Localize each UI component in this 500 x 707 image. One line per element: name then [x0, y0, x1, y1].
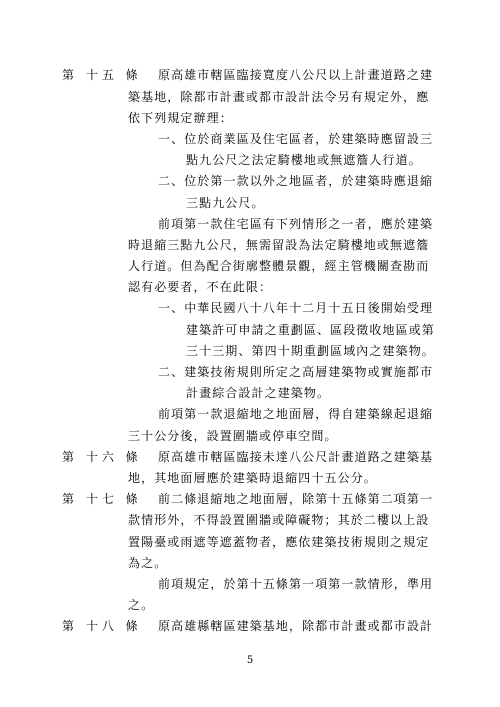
page-number: 5 — [246, 655, 254, 666]
text-line: 時退縮三點九公尺，無需留設為法定騎樓地或無遮簷 — [128, 238, 430, 252]
article-number: 第 十八 條 — [62, 619, 142, 633]
text-line: 原高雄市轄區臨接寬度八公尺以上計畫道路之建 — [158, 68, 434, 82]
text-line: 原高雄縣轄區建築基地，除都市計畫或都市設計 — [158, 619, 434, 633]
text-line: 築基地，除都市計畫或都市設計法令另有規定外，應 — [128, 90, 430, 104]
list-item: 二、位於第一款以外之地區者，於建築時應退縮 — [158, 174, 434, 188]
text-line: 建築許可申請之重劃區、區段徵收地區或第 — [186, 323, 435, 337]
list-item: 二、建築技術規則所定之高層建築物或實施都市 — [158, 365, 434, 379]
text-line: 前項規定，於第十五條第一項第一款情形，準用 — [158, 577, 434, 591]
list-item: 一、位於商業區及住宅區者，於建築時應留設三 — [158, 132, 434, 146]
article-number: 第 十六 條 — [62, 450, 142, 464]
article-number: 第 十五 條 — [62, 68, 142, 82]
text-line: 原高雄市轄區臨接未達八公尺計畫道路之建築基 — [158, 450, 434, 464]
text-line: 三點九公尺。 — [186, 196, 265, 210]
list-item: 一、中華民國八十八年十二月十五日後開始受理 — [158, 301, 434, 315]
text-line: 款情形外，不得設置圍牆或障礙物；其於二樓以上設 — [128, 513, 430, 527]
text-line: 三十三期、第四十期重劃區域內之建築物。 — [186, 344, 435, 358]
text-line: 點九公尺之法定騎樓地或無遮簷人行道。 — [186, 153, 422, 167]
text-line: 之。 — [128, 598, 155, 612]
text-line: 認有必要者，不在此限： — [128, 280, 273, 294]
text-line: 為之。 — [128, 556, 168, 570]
text-line: 計畫綜合設計之建築物。 — [186, 386, 331, 400]
text-line: 前項第一款退縮地之地面層，得自建築線起退縮 — [158, 407, 434, 421]
text-line: 前二條退縮地之地面層，除第十五條第二項第一 — [158, 492, 434, 506]
article-number: 第 十七 條 — [62, 492, 142, 506]
text-line: 依下列規定辦理： — [128, 111, 233, 125]
text-line: 置陽臺或雨遮等遮蓋物者，應依建築技術規則之規定 — [128, 535, 430, 549]
text-line: 前項第一款住宅區有下列情形之一者，應於建築 — [158, 217, 434, 231]
text-line: 人行道。但為配合街廓整體景觀，經主管機關查勘而 — [128, 259, 430, 273]
text-line: 地，其地面層應於建築時退縮四十五公分。 — [128, 471, 377, 485]
text-line: 三十公分後，設置圍牆或停車空間。 — [128, 429, 338, 443]
